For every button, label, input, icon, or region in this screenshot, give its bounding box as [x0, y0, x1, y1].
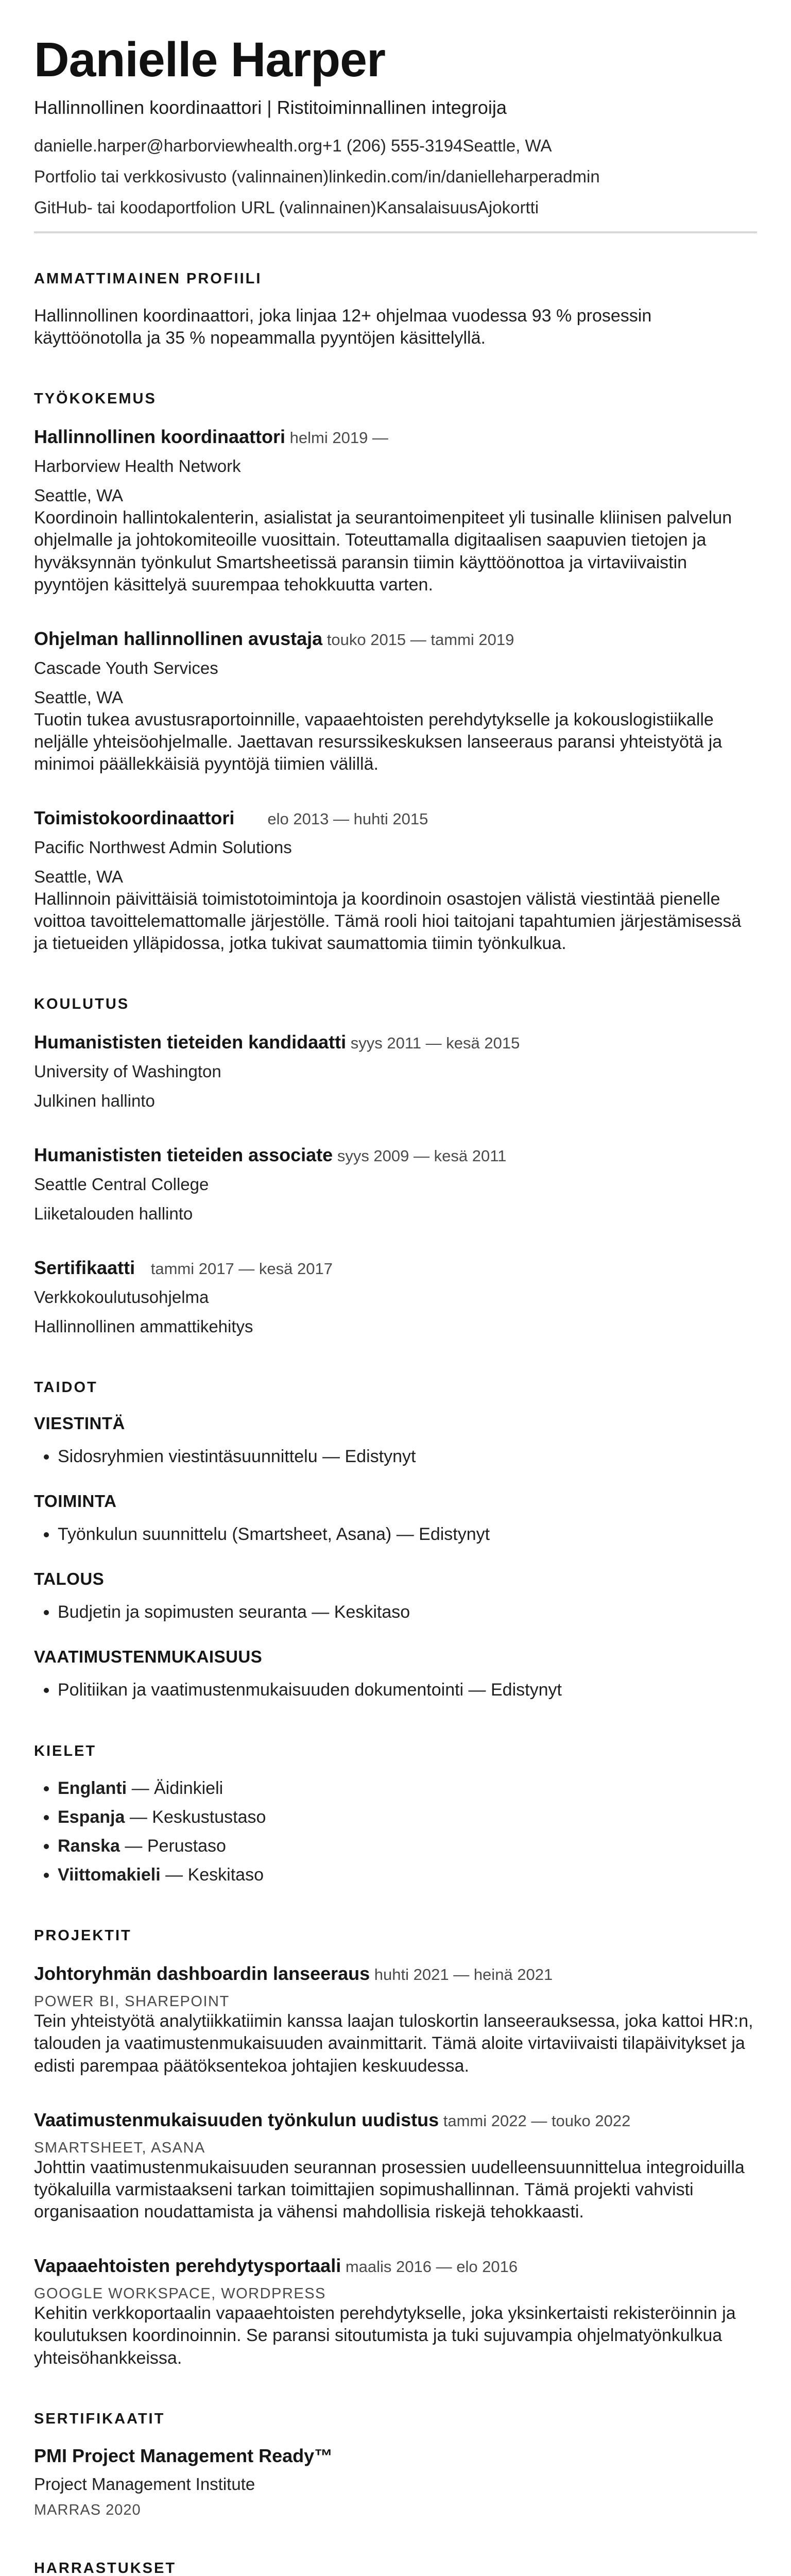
field-of-study: Hallinnollinen ammattikehitys — [34, 1316, 253, 1336]
project-dates: huhti 2021 — heinä 2021 — [374, 1965, 553, 1984]
project-entry — [34, 2254, 757, 2369]
skill-group-heading: VAATIMUSTENMUKAISUUS — [34, 1647, 263, 1667]
project-title: Vapaaehtoisten perehdytysportaali — [34, 2255, 341, 2277]
certification-date: MARRAS 2020 — [34, 2501, 141, 2518]
section-languages — [34, 1743, 757, 1887]
degree-title: Humanististen tieteiden kandidaatti — [34, 1031, 347, 1053]
resume-header — [34, 33, 757, 233]
degree-title-row — [34, 1030, 757, 1054]
job-description: Koordinoin hallintokalenterin, asialistat ja seurantoimenpiteet yli tusinalle kliinisen palvelun ohjelmalle ja johtokomiteoille vuosittain. Toteuttamalla digitaalisen saapuvien tietojen ja hyväksynnän työnkulut Smartsheetissä paransin tiimin käyttöönottoa ja virtaviivaistin pyyntöjen käsittelyä suurempaa tehokkuutta varten. — [34, 508, 732, 595]
project-title: Johtoryhmän dashboardin lanseeraus — [34, 1963, 370, 1985]
school-name: Seattle Central College — [34, 1175, 209, 1194]
skill-list — [34, 1446, 757, 1468]
title-date-gap — [341, 2258, 346, 2276]
section-experience — [34, 391, 757, 955]
title-date-gap — [234, 810, 267, 828]
education-heading: KOULUTUS — [34, 996, 130, 1013]
header-divider — [34, 231, 757, 233]
job-list — [34, 425, 757, 955]
job-dates: elo 2013 — huhti 2015 — [267, 810, 428, 828]
project-tools: SMARTSHEET, ASANA — [34, 2139, 205, 2156]
skill-group-heading: TOIMINTA — [34, 1491, 117, 1511]
skill-group-list — [34, 1414, 757, 1702]
skill-list — [34, 1601, 757, 1623]
education-entry — [34, 1143, 757, 1225]
project-dates: maalis 2016 — elo 2016 — [345, 2258, 518, 2276]
skill-item: • Budjetin ja sopimusten seuranta — Keskitaso — [58, 1601, 757, 1623]
certifications-heading: SERTIFIKAATIT — [34, 2410, 165, 2427]
candidate-title: Hallinnollinen koordinaattori | Ristitoiminnallinen integroija — [34, 96, 507, 118]
skill-group-heading: VIESTINTÄ — [34, 1413, 125, 1433]
title-date-gap — [439, 2112, 443, 2130]
title-date-gap — [333, 1147, 337, 1165]
project-description: Tein yhteistyötä analytiikkatiimin kanssa laajan tuloskortin lanseerauksessa, joka kattoi HR:n, talouden ja vaatimustenmukaisuuden avainmittarit. Tämä aloite virtaviivaisti tilapäivitykset ja edisti parempaa päätöksentekoa johtajien keskuudessa. — [34, 2011, 753, 2076]
job-location: Seattle, WA — [34, 687, 124, 707]
job-title: Hallinnollinen koordinaattori — [34, 426, 286, 448]
contact-line-portfolio-linkedin: Portfolio tai verkkosivusto (valinnainen)linkedin.com/in/danielleharperadmin — [34, 167, 600, 187]
hobbies-heading: HARRASTUKSET — [34, 2560, 177, 2576]
projects-heading: PROJEKTIT — [34, 1927, 132, 1944]
skill-item: • Sidosryhmien viestintäsuunnittelu — Edistynyt — [58, 1446, 757, 1468]
degree-dates: syys 2009 — kesä 2011 — [337, 1147, 507, 1165]
certification-name: PMI Project Management Ready™ — [34, 2445, 333, 2466]
title-date-gap — [285, 429, 290, 447]
job-dates: helmi 2019 — — [289, 429, 388, 447]
language-name: Viittomakieli — [58, 1865, 161, 1885]
job-entry — [34, 627, 757, 775]
project-entry — [34, 1962, 757, 2077]
skill-item: • Politiikan ja vaatimustenmukaisuuden dokumentointi — Edistynyt — [58, 1679, 757, 1701]
project-tools: POWER BI, SHAREPOINT — [34, 1993, 230, 2010]
job-company: Pacific Northwest Admin Solutions — [34, 838, 292, 857]
skill-group-heading: TALOUS — [34, 1569, 105, 1589]
language-level: — Keskustustaso — [129, 1807, 266, 1827]
degree-dates: tammi 2017 — kesä 2017 — [150, 1260, 333, 1278]
title-date-gap — [370, 1965, 374, 1984]
section-hobbies — [34, 2560, 757, 2576]
project-dates: tammi 2022 — touko 2022 — [443, 2111, 631, 2130]
job-description: Hallinnoin päivittäisiä toimistotoimintoja ja koordinoin osastojen välistä viestintää pienelle voittoa tavoittelemattomalle järjestölle. Tämä rooli hioi taitojani tapahtumien järjestämisessä ja tietueiden ylläpidossa, jotka tukivat saumattomia tiimin työnkulkua. — [34, 889, 742, 954]
job-title-row — [34, 627, 757, 650]
language-item — [58, 1835, 757, 1857]
skill-group — [34, 1647, 757, 1701]
profile-heading: AMMATTIMAINEN PROFIILI — [34, 270, 262, 287]
skill-list — [34, 1679, 757, 1701]
job-company: Harborview Health Network — [34, 456, 241, 476]
contact-line-github-citizenship: GitHub- tai koodaportfolion URL (valinnainen)KansalaisuusAjokortti — [34, 198, 539, 217]
job-title: Toimistokoordinaattori — [34, 807, 235, 829]
skill-group — [34, 1414, 757, 1468]
section-skills — [34, 1379, 757, 1702]
project-title: Vaatimustenmukaisuuden työnkulun uudistus — [34, 2109, 439, 2130]
certification-issuer: Project Management Institute — [34, 2474, 255, 2494]
job-location: Seattle, WA — [34, 867, 124, 887]
title-date-gap — [322, 631, 327, 649]
degree-dates: syys 2011 — kesä 2015 — [350, 1034, 520, 1053]
title-date-gap — [135, 1260, 151, 1278]
section-certifications — [34, 2411, 757, 2519]
language-list — [34, 1777, 757, 1887]
language-name: Ranska — [58, 1836, 120, 1856]
section-profile — [34, 270, 757, 349]
job-title-row — [34, 425, 757, 448]
job-title: Ohjelman hallinnollinen avustaja — [34, 628, 323, 649]
project-title-row — [34, 2254, 757, 2277]
language-level: — Äidinkieli — [131, 1778, 223, 1798]
job-title-row — [34, 806, 757, 829]
skill-group — [34, 1492, 757, 1546]
skill-item: • Työnkulun suunnittelu (Smartsheet, Asana) — Edistynyt — [58, 1523, 757, 1546]
project-list — [34, 1962, 757, 2369]
language-level: — Keskitaso — [165, 1865, 264, 1885]
certification-entry — [34, 2445, 757, 2519]
skill-list — [34, 1523, 757, 1546]
project-title-row — [34, 2108, 757, 2131]
school-name: Verkkokoulutusohjelma — [34, 1287, 209, 1307]
education-entry — [34, 1030, 757, 1112]
language-level: — Perustaso — [125, 1836, 226, 1856]
education-entry — [34, 1256, 757, 1338]
skill-group — [34, 1569, 757, 1623]
job-location: Seattle, WA — [34, 486, 124, 505]
project-entry — [34, 2108, 757, 2224]
job-description: Tuotin tukea avustusraportoinnille, vapaaehtoisten perehdytykselle ja kokouslogistiikalle neljälle yhteisöohjelmalle. Jaettavan resurssikeskuksen lanseeraus paransi yhteistyötä ja minimoi päällekkäisiä pyyntöjä tiimien välillä. — [34, 709, 723, 774]
project-tools: GOOGLE WORKSPACE, WORDPRESS — [34, 2285, 326, 2302]
degree-title: Humanististen tieteiden associate — [34, 1144, 333, 1166]
candidate-name: Danielle Harper — [34, 32, 385, 87]
degree-title-row — [34, 1256, 757, 1279]
languages-heading: KIELET — [34, 1742, 97, 1759]
project-title-row — [34, 1962, 757, 1985]
language-item — [58, 1864, 757, 1886]
section-education — [34, 996, 757, 1337]
project-description: Kehitin verkkoportaalin vapaaehtoisten perehdytykselle, joka yksinkertaisti rekisteröinnin ja koulutuksen koordinoinnin. Se paransi sitoutumista ja tuki sujuvampia ohjelmatyönkulkua yhteisöhankkeissa. — [34, 2303, 736, 2368]
job-company: Cascade Youth Services — [34, 658, 218, 677]
job-entry — [34, 425, 757, 596]
education-list — [34, 1030, 757, 1337]
degree-title: Sertifikaatti — [34, 1257, 135, 1279]
field-of-study: Julkinen hallinto — [34, 1091, 155, 1111]
contact-info — [34, 135, 757, 219]
experience-heading: TYÖKOKEMUS — [34, 391, 157, 408]
language-item — [58, 1806, 757, 1828]
job-dates: touko 2015 — tammi 2019 — [326, 630, 514, 649]
degree-title-row — [34, 1143, 757, 1166]
profile-text: Hallinnollinen koordinaattori, joka linjaa 12+ ohjelmaa vuodessa 93 % prosessin käyttöönotolla ja 35 % nopeammalla pyyntöjen käsittelyllä. — [34, 306, 652, 348]
field-of-study: Liiketalouden hallinto — [34, 1204, 193, 1224]
job-entry — [34, 806, 757, 955]
language-item — [58, 1777, 757, 1800]
language-name: Espanja — [58, 1807, 125, 1827]
project-description: Johttin vaatimustenmukaisuuden seurannan prosessien uudelleensuunnittelua integroiduilla työkaluilla varmistaakseni tarkan toimittajien sopimushallinnan. Tämä projekti vahvisti organisaation noudattamista ja vähensi mahdollisia riskejä tehokkaasti. — [34, 2157, 745, 2222]
section-projects — [34, 1927, 757, 2369]
language-name: Englanti — [58, 1778, 127, 1798]
skills-heading: TAIDOT — [34, 1379, 98, 1396]
school-name: University of Washington — [34, 1062, 221, 1081]
contact-line-email-phone-location: danielle.harper@harborviewhealth.org+1 (206) 555-3194Seattle, WA — [34, 136, 552, 156]
title-date-gap — [346, 1034, 351, 1052]
